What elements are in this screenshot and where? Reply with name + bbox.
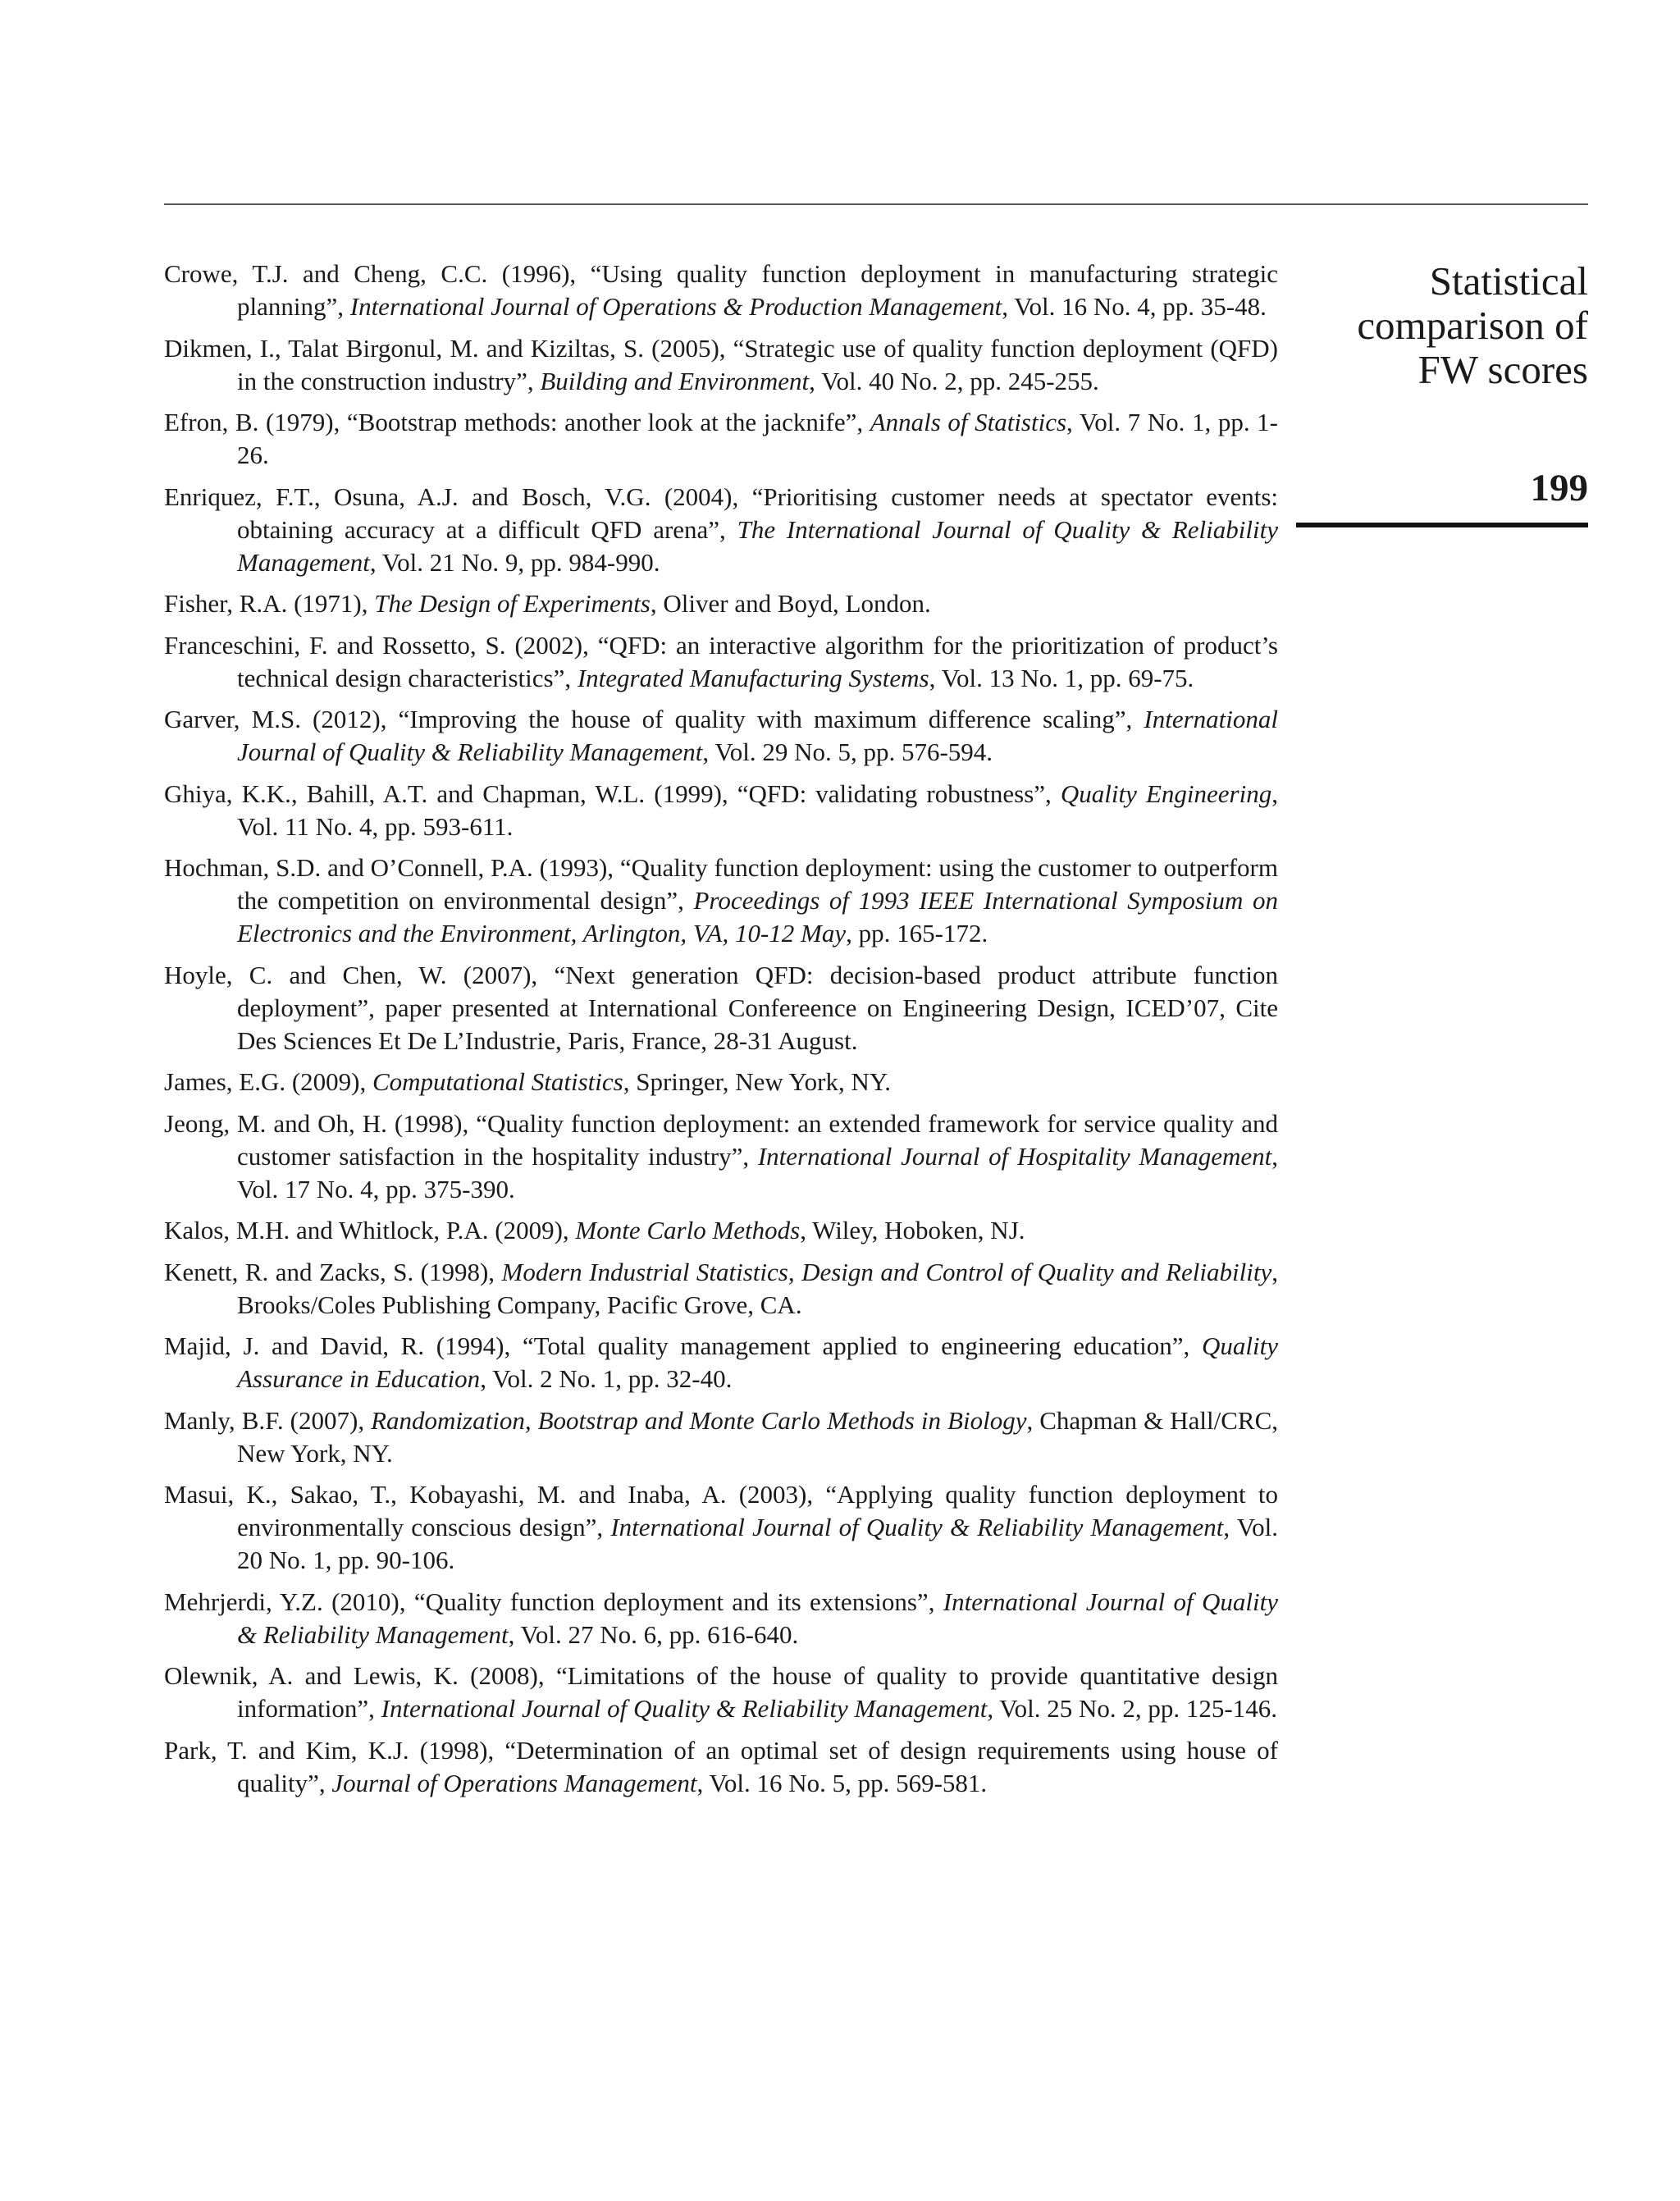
reference-details: , Vol. 2 No. 1, pp. 32-40.	[480, 1364, 733, 1393]
reference-text: Olewnik, A. and Lewis, K. (2008), “Limitations of the house of quality to provide quantitative design information”,	[164, 1661, 1278, 1723]
running-title-line: FW scores	[1418, 347, 1588, 392]
reference-source: Computational Statistics	[372, 1067, 623, 1096]
reference-details: , Vol. 7 No. 1, pp. 1-26.	[237, 408, 1278, 469]
reference-item	[164, 1478, 1278, 1577]
reference-details: , Vol. 20 No. 1, pp. 90-106.	[237, 1513, 1278, 1574]
reference-item	[164, 852, 1278, 950]
reference-details: , Vol. 16 No. 5, pp. 569-581.	[696, 1768, 988, 1797]
reference-source: International Journal of Quality & Reliability Management	[237, 1587, 1278, 1649]
reference-details: , Chapman & Hall/CRC, New York, NY.	[237, 1405, 1278, 1468]
reference-source: International Journal of Quality & Reliability Management	[237, 705, 1278, 766]
running-head	[1244, 258, 1588, 509]
reference-text: James, E.G. (2009),	[164, 1067, 372, 1096]
reference-text: Jeong, M. and Oh, H. (1998), “Quality function deployment: an extended framework for service quality and customer satisfaction in the hospitality industry”,	[164, 1108, 1278, 1171]
reference-source: International Journal of Quality & Reliability Management	[610, 1513, 1224, 1541]
reference-item	[164, 1107, 1278, 1206]
reference-source: Monte Carlo Methods	[575, 1216, 801, 1244]
reference-source: Building and Environment	[540, 366, 810, 395]
reference-item	[164, 406, 1278, 472]
header-rule	[164, 203, 1588, 205]
reference-text: Park, T. and Kim, K.J. (1998), “Determination of an optimal set of design requirements using house of quality”,	[164, 1735, 1278, 1797]
reference-item	[164, 1660, 1278, 1725]
running-title-line: Statistical	[1429, 258, 1588, 304]
reference-text: Crowe, T.J. and Cheng, C.C. (1996), “Using quality function deployment in manufacturing strategic planning”,	[164, 259, 1278, 321]
reference-source: Randomization, Bootstrap and Monte Carlo Methods in Biology	[371, 1405, 1027, 1435]
reference-text: Mehrjerdi, Y.Z. (2010), “Quality function deployment and its extensions”,	[164, 1587, 943, 1616]
reference-source: The Design of Experiments	[374, 589, 651, 618]
reference-item	[164, 1214, 1278, 1247]
reference-details: , Vol. 16 No. 4, pp. 35-48.	[1002, 292, 1267, 321]
reference-text: Hochman, S.D. and O’Connell, P.A. (1993), “Quality function deployment: using the customer to outperform the competition on environmental design”,	[164, 853, 1278, 915]
reference-source: International Journal of Quality & Reliability Management	[381, 1694, 988, 1723]
running-title	[1244, 259, 1588, 392]
reference-text: Majid, J. and David, R. (1994), “Total quality management applied to engineering education”,	[164, 1331, 1202, 1360]
reference-item	[164, 778, 1278, 843]
reference-details: , Springer, New York, NY.	[623, 1067, 891, 1096]
reference-item	[164, 1404, 1278, 1470]
reference-list	[164, 258, 1278, 1808]
reference-item	[164, 481, 1278, 579]
reference-text: Efron, B. (1979), “Bootstrap methods: another look at the jacknife”,	[164, 408, 870, 436]
reference-item	[164, 1734, 1278, 1800]
reference-details: , Vol. 17 No. 4, pp. 375-390.	[237, 1141, 1278, 1203]
reference-details: , Vol. 29 No. 5, pp. 576-594.	[702, 737, 993, 766]
reference-details: , Vol. 40 No. 2, pp. 245-255.	[809, 366, 1099, 395]
reference-text: Manly, B.F. (2007),	[164, 1405, 372, 1435]
reference-source: Quality Assurance in Education	[237, 1331, 1278, 1393]
reference-source: Modern Industrial Statistics, Design and Control of Quality and Reliability	[501, 1257, 1272, 1286]
reference-source: Quality Engineering	[1060, 779, 1272, 808]
reference-text: Hoyle, C. and Chen, W. (2007), “Next generation QFD: decision-based product attribute function deployment”, paper presented at International Confereence on Engineering Design, ICED’07, Cite Des Sciences Et De L’Industrie, Paris, France, 28-31 August.	[164, 960, 1278, 1055]
reference-item	[164, 629, 1278, 695]
reference-item	[164, 1066, 1278, 1098]
reference-details: , Oliver and Boyd, London.	[650, 589, 931, 618]
reference-item	[164, 703, 1278, 769]
reference-text: Masui, K., Sakao, T., Kobayashi, M. and Inaba, A. (2003), “Applying quality function deployment to environmentally conscious design”,	[164, 1480, 1278, 1541]
reference-text: Enriquez, F.T., Osuna, A.J. and Bosch, V.G. (2004), “Prioritising customer needs at spectator events: obtaining accuracy at a difficult QFD arena”,	[164, 482, 1278, 544]
reference-source: International Journal of Operations & Production Management	[349, 292, 1002, 321]
page-number-rule	[1296, 523, 1588, 527]
page-number: 199	[1530, 467, 1588, 509]
reference-details: , Vol. 11 No. 4, pp. 593-611.	[237, 779, 1278, 841]
reference-item	[164, 1330, 1278, 1395]
reference-item	[164, 959, 1278, 1057]
reference-details: , Brooks/Coles Publishing Company, Pacific Grove, CA.	[237, 1257, 1278, 1319]
reference-source: International Journal of Hospitality Management	[757, 1141, 1272, 1171]
reference-text: Ghiya, K.K., Bahill, A.T. and Chapman, W.L. (1999), “QFD: validating robustness”,	[164, 779, 1061, 808]
reference-text: Kenett, R. and Zacks, S. (1998),	[164, 1257, 502, 1286]
reference-source: The International Journal of Quality & Reliability Management	[237, 514, 1278, 577]
reference-item	[164, 258, 1278, 323]
reference-text: Fisher, R.A. (1971),	[164, 589, 375, 618]
reference-details: , pp. 165-172.	[846, 919, 988, 948]
reference-details: , Vol. 25 No. 2, pp. 125-146.	[987, 1694, 1277, 1723]
reference-source: Integrated Manufacturing Systems	[577, 663, 929, 692]
reference-text: Kalos, M.H. and Whitlock, P.A. (2009),	[164, 1216, 576, 1244]
reference-text: Dikmen, I., Talat Birgonul, M. and Kiziltas, S. (2005), “Strategic use of quality function deployment (QFD) in the construction industry”,	[164, 333, 1278, 395]
reference-item	[164, 1256, 1278, 1322]
reference-details: , Vol. 13 No. 1, pp. 69-75.	[929, 663, 1194, 692]
reference-source: Proceedings of 1993 IEEE International Symposium on Electronics and the Environment, Arlington, VA, 10-12 May	[237, 886, 1279, 948]
reference-item	[164, 332, 1278, 398]
reference-details: , Vol. 21 No. 9, pp. 984-990.	[369, 547, 660, 577]
reference-item	[164, 1586, 1278, 1651]
running-title-line: comparison of	[1357, 303, 1588, 348]
reference-details: , Vol. 27 No. 6, pp. 616-640.	[508, 1619, 799, 1649]
reference-details: , Wiley, Hoboken, NJ.	[800, 1216, 1025, 1244]
reference-source: Annals of Statistics	[870, 408, 1067, 436]
reference-text: Garver, M.S. (2012), “Improving the house of quality with maximum difference scaling”,	[164, 705, 1144, 733]
reference-item	[164, 587, 1278, 620]
reference-source: Journal of Operations Management	[331, 1768, 697, 1797]
reference-text: Franceschini, F. and Rossetto, S. (2002), “QFD: an interactive algorithm for the prioritization of product’s technical design characteristics”,	[164, 630, 1278, 692]
